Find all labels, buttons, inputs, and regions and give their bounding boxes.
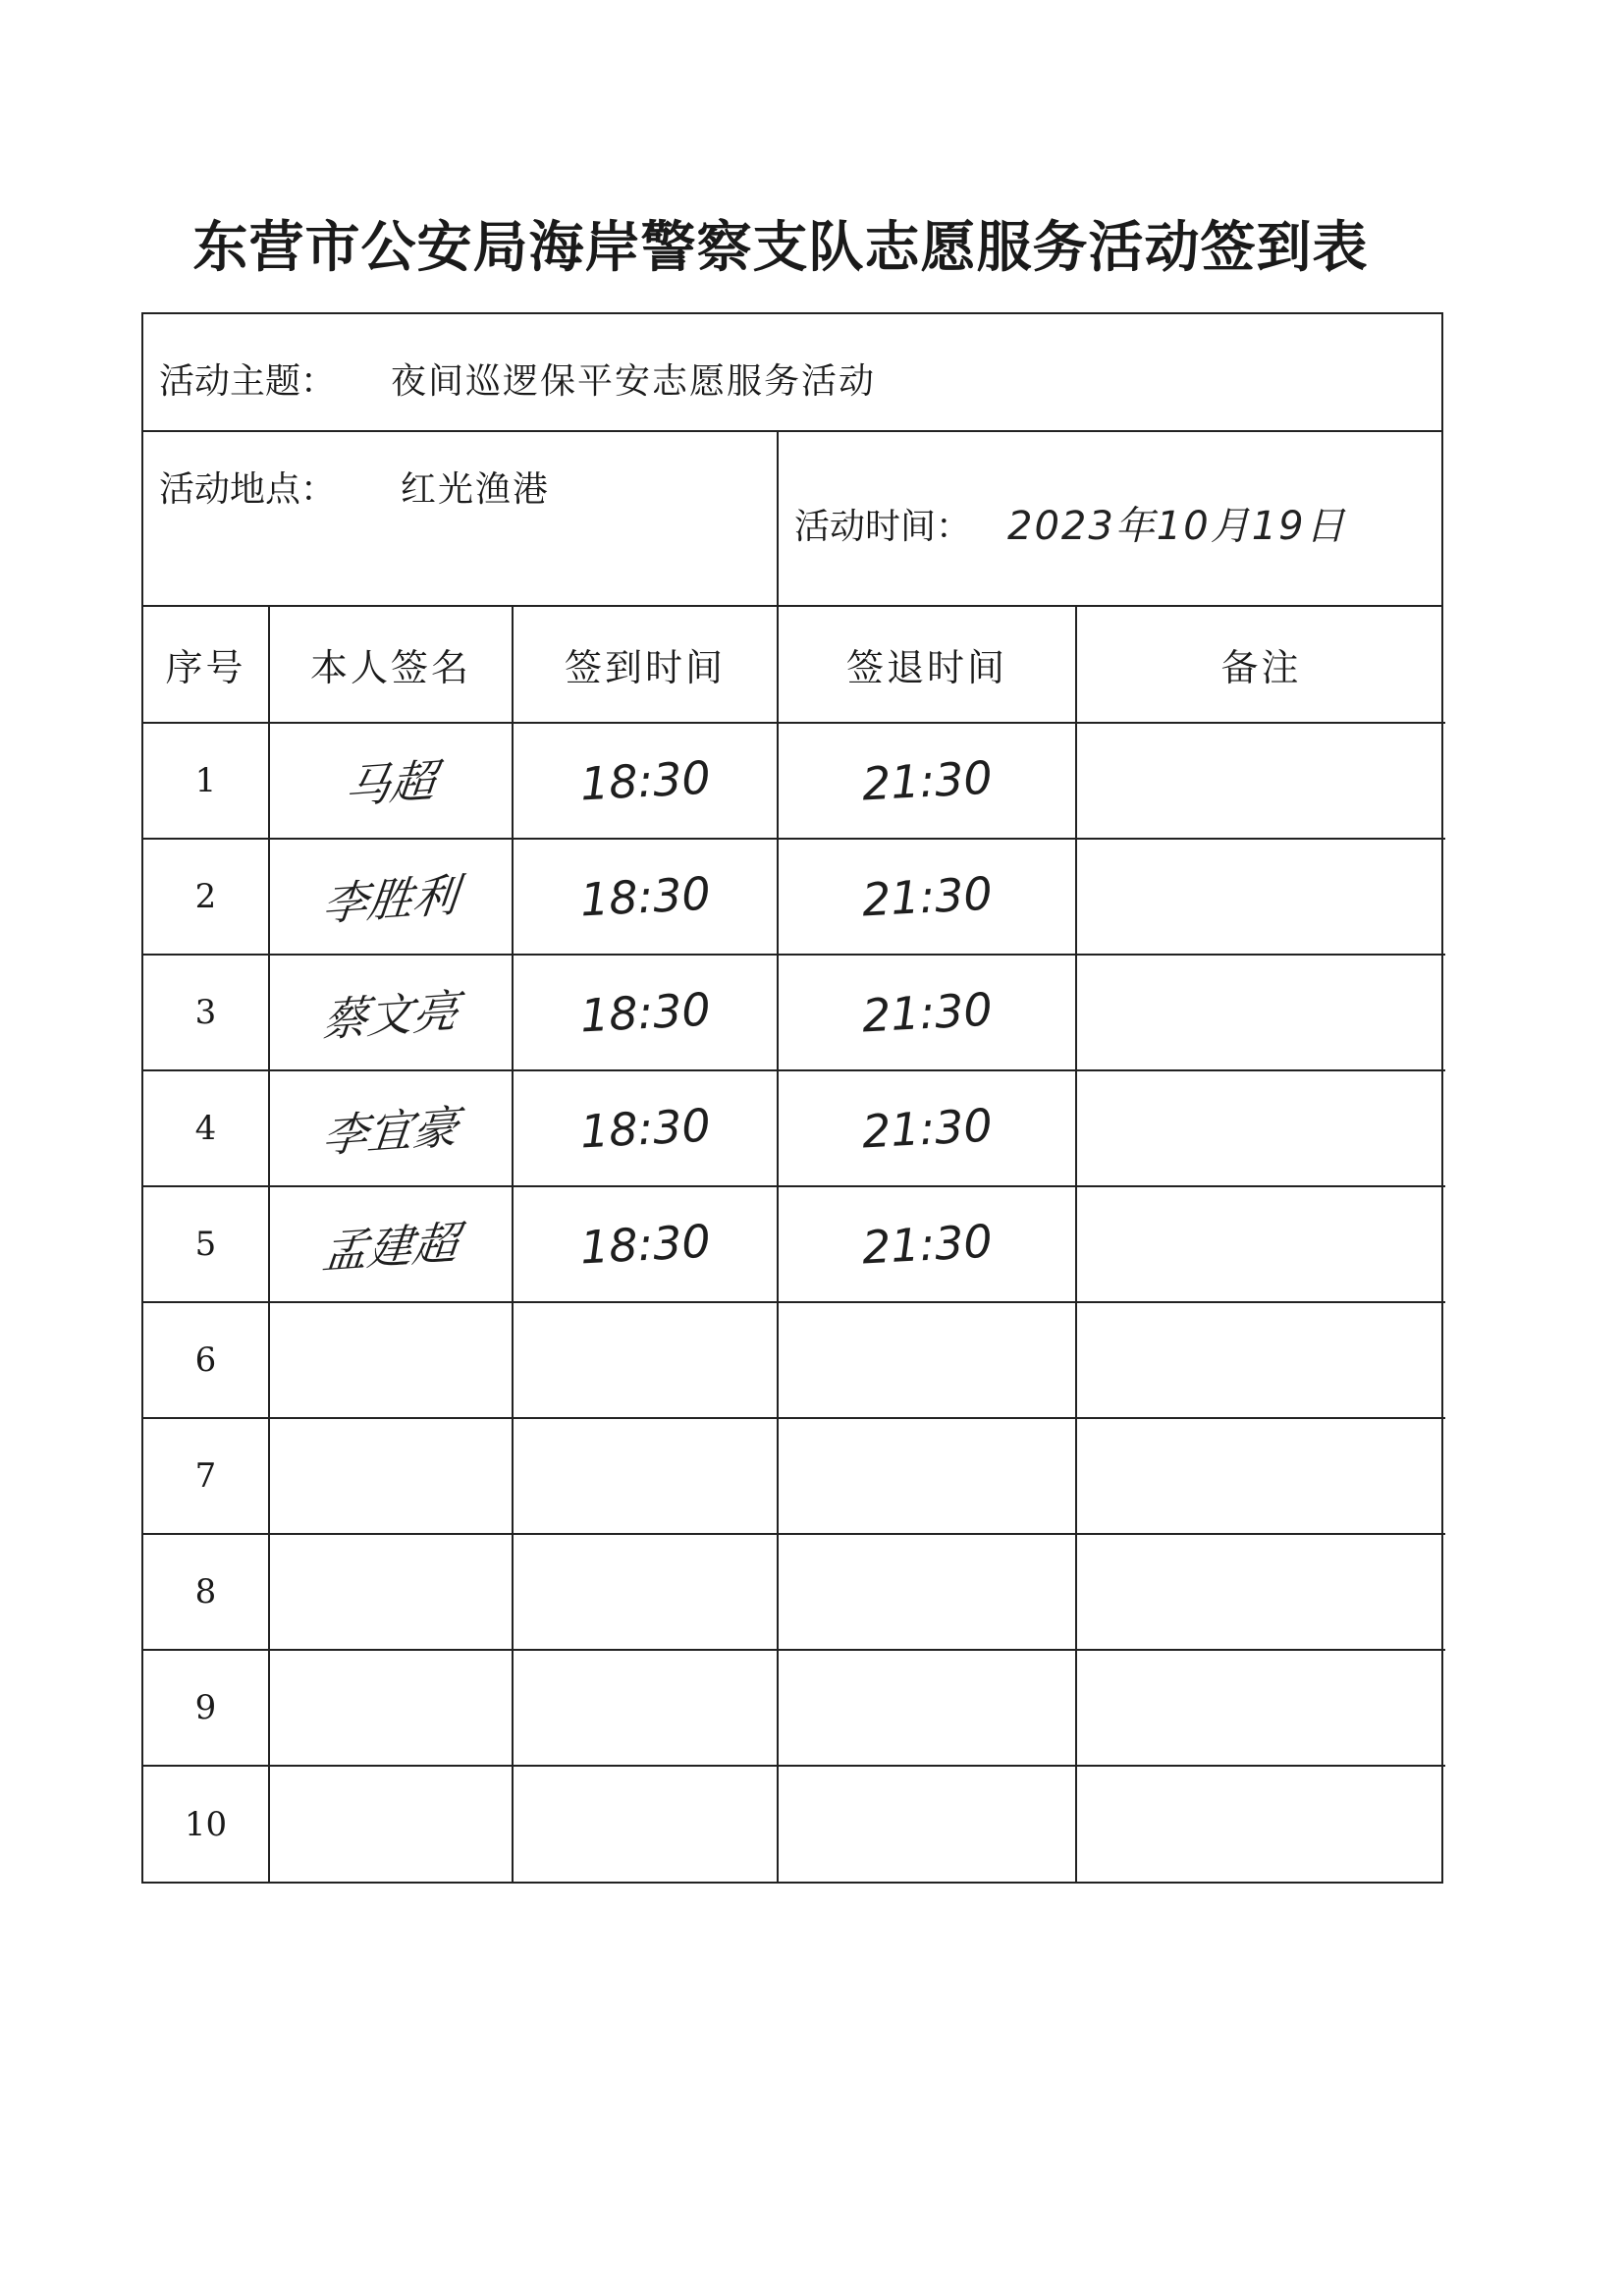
row-checkin-time-cell bbox=[513, 1766, 778, 1882]
row-signature: 马超 bbox=[342, 753, 439, 814]
row-checkout-time-cell bbox=[778, 723, 1076, 839]
row-checkin-time: 18:30 bbox=[578, 866, 712, 927]
header-seq: 序号 bbox=[143, 607, 269, 723]
row-signature: 蔡文亮 bbox=[319, 983, 461, 1048]
row-checkout-time: 21:30 bbox=[860, 1098, 994, 1159]
row-remark-cell bbox=[1076, 1766, 1445, 1882]
row-checkout-time: 21:30 bbox=[860, 1214, 994, 1275]
row-checkout-time: 21:30 bbox=[860, 750, 994, 811]
row-remark-cell bbox=[1076, 1070, 1445, 1186]
activity-topic-row bbox=[143, 314, 1441, 432]
table-row bbox=[143, 1650, 1445, 1766]
row-signature-cell bbox=[269, 723, 513, 839]
row-seq: 9 bbox=[194, 1688, 217, 1727]
row-signature-cell bbox=[269, 1766, 513, 1882]
row-checkout-time: 21:30 bbox=[860, 982, 994, 1043]
row-seq: 7 bbox=[194, 1456, 217, 1496]
header-checkout-time: 签退时间 bbox=[778, 607, 1076, 723]
row-seq: 4 bbox=[194, 1109, 217, 1148]
row-signature-cell bbox=[269, 1186, 513, 1302]
row-remark-cell bbox=[1076, 1650, 1445, 1766]
row-checkin-time-cell bbox=[513, 955, 778, 1070]
row-signature: 李宜豪 bbox=[319, 1099, 461, 1164]
row-checkin-time: 18:30 bbox=[578, 1214, 712, 1275]
activity-topic-label: 活动主题： bbox=[159, 361, 337, 402]
row-seq-cell bbox=[143, 1650, 269, 1766]
row-checkin-time-cell bbox=[513, 1418, 778, 1534]
row-remark-cell bbox=[1076, 723, 1445, 839]
row-seq-cell bbox=[143, 723, 269, 839]
row-checkout-time-cell bbox=[778, 1186, 1076, 1302]
row-checkin-time-cell bbox=[513, 1186, 778, 1302]
table-row bbox=[143, 1070, 1445, 1186]
row-remark-cell bbox=[1076, 1534, 1445, 1650]
row-seq: 2 bbox=[194, 877, 217, 916]
table-row bbox=[143, 955, 1445, 1070]
table-row bbox=[143, 1302, 1445, 1418]
row-signature-cell bbox=[269, 1650, 513, 1766]
activity-place-value: 红光渔港 bbox=[401, 469, 551, 510]
sign-in-table bbox=[143, 607, 1445, 1882]
activity-place-time-row bbox=[143, 432, 1441, 607]
activity-time-label: 活动时间： bbox=[794, 507, 972, 547]
row-remark-cell bbox=[1076, 839, 1445, 955]
row-checkin-time-cell bbox=[513, 1070, 778, 1186]
row-checkout-time: 21:30 bbox=[860, 866, 994, 927]
row-seq-cell bbox=[143, 839, 269, 955]
row-checkout-time-cell bbox=[778, 1302, 1076, 1418]
row-signature: 李胜利 bbox=[319, 867, 461, 932]
row-checkin-time-cell bbox=[513, 723, 778, 839]
row-checkin-time: 18:30 bbox=[578, 1098, 712, 1159]
sign-in-sheet bbox=[141, 312, 1443, 1884]
row-seq-cell bbox=[143, 1186, 269, 1302]
row-signature-cell bbox=[269, 1418, 513, 1534]
row-checkin-time: 18:30 bbox=[578, 982, 712, 1043]
row-seq: 10 bbox=[184, 1804, 228, 1844]
activity-topic-value: 夜间巡逻保平安志愿服务活动 bbox=[391, 361, 877, 402]
row-checkout-time-cell bbox=[778, 1650, 1076, 1766]
header-signature: 本人签名 bbox=[269, 607, 513, 723]
row-seq-cell bbox=[143, 1302, 269, 1418]
header-checkin-time: 签到时间 bbox=[513, 607, 778, 723]
row-checkin-time: 18:30 bbox=[578, 750, 712, 811]
row-seq-cell bbox=[143, 1070, 269, 1186]
row-checkout-time-cell bbox=[778, 1534, 1076, 1650]
row-seq: 1 bbox=[194, 761, 217, 800]
row-seq-cell bbox=[143, 955, 269, 1070]
table-header-row bbox=[143, 607, 1445, 723]
row-signature: 孟建超 bbox=[319, 1215, 461, 1280]
row-checkout-time-cell bbox=[778, 1766, 1076, 1882]
table-row bbox=[143, 723, 1445, 839]
table-row bbox=[143, 839, 1445, 955]
table-row bbox=[143, 1534, 1445, 1650]
row-checkout-time-cell bbox=[778, 1418, 1076, 1534]
row-checkout-time-cell bbox=[778, 955, 1076, 1070]
row-seq-cell bbox=[143, 1534, 269, 1650]
activity-time-value: 2023年10月19日 bbox=[1007, 504, 1347, 549]
table-row bbox=[143, 1186, 1445, 1302]
row-checkin-time-cell bbox=[513, 1302, 778, 1418]
activity-place-label: 活动地点： bbox=[159, 469, 337, 510]
table-row bbox=[143, 1418, 1445, 1534]
page-title: 东营市公安局海岸警察支队志愿服务活动签到表 bbox=[192, 215, 1369, 280]
row-signature-cell bbox=[269, 1070, 513, 1186]
row-checkin-time-cell bbox=[513, 839, 778, 955]
row-signature-cell bbox=[269, 955, 513, 1070]
row-checkout-time-cell bbox=[778, 839, 1076, 955]
row-signature-cell bbox=[269, 1534, 513, 1650]
row-checkout-time-cell bbox=[778, 1070, 1076, 1186]
row-signature-cell bbox=[269, 1302, 513, 1418]
place-time-divider bbox=[777, 432, 779, 605]
row-seq: 6 bbox=[194, 1340, 217, 1380]
row-signature-cell bbox=[269, 839, 513, 955]
row-seq-cell bbox=[143, 1766, 269, 1882]
row-remark-cell bbox=[1076, 955, 1445, 1070]
table-row bbox=[143, 1766, 1445, 1882]
row-remark-cell bbox=[1076, 1418, 1445, 1534]
header-remark: 备注 bbox=[1076, 607, 1445, 723]
row-seq: 5 bbox=[194, 1225, 217, 1264]
row-seq: 3 bbox=[194, 993, 217, 1032]
row-seq: 8 bbox=[194, 1572, 217, 1612]
row-seq-cell bbox=[143, 1418, 269, 1534]
row-checkin-time-cell bbox=[513, 1650, 778, 1766]
row-remark-cell bbox=[1076, 1302, 1445, 1418]
row-remark-cell bbox=[1076, 1186, 1445, 1302]
row-checkin-time-cell bbox=[513, 1534, 778, 1650]
